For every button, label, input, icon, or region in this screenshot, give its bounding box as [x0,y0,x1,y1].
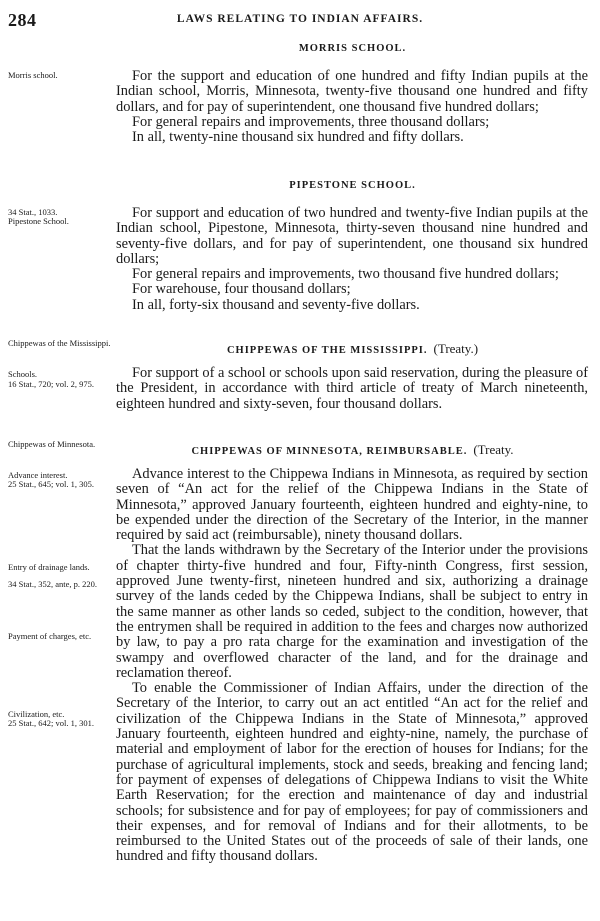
paragraph: For general repairs and improvements, two thousand five hundred dollars; [132,266,559,283]
margin-note-stat-ref: 34 Stat., 352, ante, p. 220. [8,579,98,589]
section-title [115,341,590,357]
margin-note-stat-ref: 25 Stat., 645; vol. 1, 305. [8,479,94,489]
margin-note-stat-ref: 16 Stat., 720; vol. 2, 975. [8,379,94,389]
margin-note-stat-ref: 34 Stat., 1033. [8,207,58,217]
margin-note-pipestone-school: Pipestone School. [8,216,69,226]
paragraph: That the lands withdrawn by the Secretary of the Interior under the provisions of chapter thirty-five hundred and four, Fifty-ninth Congress, first session, approved June twenty-first, nineteen hundred and six, authorizing a drainage survey of the lands ceded by the Chippewa Indians, shall be subject to entry in the same manner as other lands so ceded, subject to the condition, however, that the entrymen shall be required in addition to the fees and charges now authorized by law, to pay a pro rata charge for the examination and investigation of the swampy and overflowed character of the land, and for the drainage and reclamation thereof. [116,542,588,681]
paragraph: To enable the Commissioner of Indian Affairs, under the direction of the Secretary of the Interior, to carry out an act entitled “An act for the relief and civilization of the Chippewa Indians in the State of Minnesota,” approved January fourteenth, eighteen hundred and eighty-nine, namely, the purchase of material and employment of labor for the erection of houses for Indians; for the purchase of agricultural implements, stock and seeds, breaking and fencing land; for payment of expenses of delegations of Chippewa Indians to visit the White Earth Reservation; for the erection and maintenance of day and industrial schools; for subsistence and for pay of employees; for pay of commissioners and their expenses, and for removal of Indians and for their allotments, to be reimbursed to the United States out of the proceeds of sale of their lands, one hundred and fifty thousand dollars. [116,680,588,865]
paragraph: Advance interest to the Chippewa Indians in Minnesota, as required by section seven of “An act for the relief of the Chippewa Indians in the State of Minnesota,” approved January fourteenth, eighteen hundred and eighty-nine, to be expended under the direction of the Secretary of the Interior, in the manner required by said act (reimbursable), ninety thousand dollars. [116,466,588,544]
margin-note-payment-of-charges: Payment of charges, etc. [8,631,92,641]
paragraph: For support and education of two hundred and twenty-five Indian pupils at the Indian school, Pipestone, Minnesota, thirty-seven thousand nine hundred and seventy-five dollars, and for pay of superintendent, one thousand six hundred dollars; [116,205,588,267]
paragraph: For support of a school or schools upon said reservation, during the pleasure of the President, in accordance with third article of treaty of March nineteenth, eighteen hundred and sixty-seven, four thousand dollars. [116,365,588,412]
margin-note-chippewas-mississippi: Chippewas of the Mississippi. [8,338,111,348]
margin-note-morris-school: Morris school. [8,70,58,80]
margin-note-drainage-lands: Entry of drainage lands. [8,562,90,572]
margin-note-advance-interest: Advance interest. [8,470,68,480]
margin-note-schools: Schools. [8,369,38,379]
running-head: LAWS RELATING TO INDIAN AFFAIRS. [176,13,424,25]
section-title: MORRIS SCHOOL. [298,43,407,54]
margin-note-civilization: Civilization, etc. [8,709,65,719]
treaty-tag: (Treaty.) [433,341,479,356]
page-number: 284 [8,10,37,30]
paragraph: For general repairs and improvements, three thousand dollars; [132,113,490,130]
paragraph: In all, twenty-nine thousand six hundred and fifty dollars. [132,129,464,146]
section-body [116,206,588,313]
page-header [8,10,592,34]
treaty-tag: (Treaty. [473,442,514,457]
paragraph: For warehouse, four thousand dollars; [132,281,351,298]
paragraph: In all, forty-six thousand and seventy-five dollars. [132,296,420,313]
section-title-text: CHIPPEWAS OF MINNESOTA, REIMBURSABLE. [191,446,468,457]
section-title-text: CHIPPEWAS OF THE MISSISSIPPI. [226,345,428,356]
margin-note-chippewas-minnesota: Chippewas of Minnesota. [8,439,96,449]
section-title: PIPESTONE SCHOOL. [289,180,416,191]
margin-note-stat-ref: 25 Stat., 642; vol. 1, 301. [8,718,94,728]
section-body [116,69,588,145]
section-body [116,467,588,865]
paragraph: For the support and education of one hundred and fifty Indian pupils at the Indian school, Morris, Minnesota, twenty-five thousand one hundred and fifty dollars, and for pay of superintendent, one thousand five hundred dollars; [116,68,588,115]
section-body [116,366,588,412]
section-title [115,442,590,458]
